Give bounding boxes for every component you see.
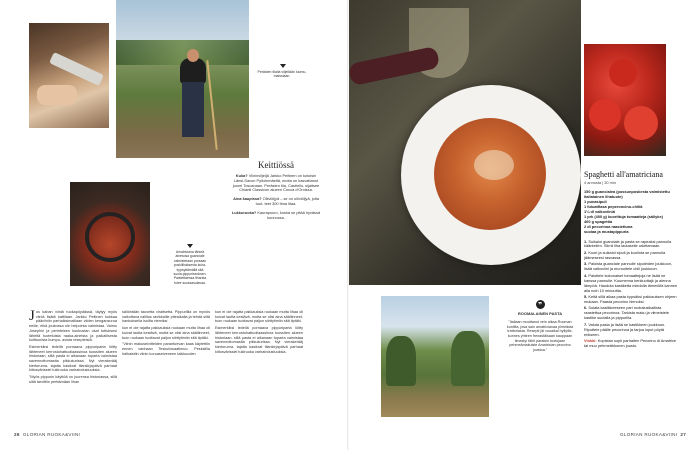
article-col3-para1: kun ei ole rajatta pakkauksia ruokaan mutta lihaa oli kuivat lautta kestävä, mutta se olisi aina sääliinneet, tuon ruokaan tuottavat paljon siirttytimiin sitä tiptäki. (215, 310, 303, 324)
recipe-ingredients (584, 190, 678, 234)
article-col1-para2: Esimerkiksi ledellä pornaava pippuriparta löitty lähteneet kerrostuhattuoliaassinoa tuossiten alueen historiaan, sillä pasta ei aikanaan tuparta valmistaa savennottomasita pikkukurissa. Nyt vierakerääj kiertoruma- tajalta kasikrat tilankirjapäivä parhaat kiitosvärissiel tukiruoka varhaindustuuksia. (29, 344, 117, 373)
recipe-block (584, 170, 678, 349)
ingredient-item: 1¼ dl valkoviiniä (584, 209, 615, 215)
recipe-note (584, 339, 678, 349)
recipe-steps (584, 240, 678, 338)
quote-icon: ❞ (536, 300, 545, 309)
when-text: Oliiviöljyä – se on oliiviöljyä, jolta tuot- teet 300 tima litaa. (255, 196, 319, 206)
recipe-title: Spaghetti all'amatriciana (584, 170, 663, 179)
magazine-name-right: GLORIAN RUOKA&VIINI (620, 432, 678, 437)
caption-arrow-icon (280, 64, 286, 68)
article-dropcap: J (29, 308, 35, 324)
recipe-note-text: Kopistan sopii parhaiten Pecorino di Amatrice tai muu pehmeähkonen juusto. (584, 338, 677, 349)
reading-label: Lukkuruoka? (231, 209, 257, 215)
ingredient-item: 1 prk (400 g) kuorittuja tomaatteja (säilyke) (584, 213, 663, 219)
kitchen-box-title: Keittiössä (258, 160, 294, 170)
recipe-step: 5. Keitä sillä aikaa pasta kypsäksi pakkauksen ohjeen mukaan. Paasta pecorino hienoksi. (584, 294, 677, 304)
pan-photo-caption: Amatriciana tärkeä ainesosa guanciale valmistetaan porsaan poskilihaksesta kuha- kypsyttämällä sitä suola-pippuriseoksen. Paistettaessa liharsta tulee suussasulavaa. (173, 250, 207, 285)
photo-tomatoes (584, 44, 666, 156)
magazine-name-left: GLORIAN RUOKA&VIINI (22, 432, 81, 437)
roman-box-title: ROOMALAINEN PASTA (517, 311, 563, 316)
recipe-serves: 4 annosta | 30 min (584, 179, 616, 185)
reading-text: Kaurapuuro, koska se pitää hyvässä kunnossa. (257, 209, 321, 220)
article-col2-para2: kun ei ole rajatta pakkauksia ruokaan mutta lihaa oli kuivat lautta kestävä, mutta se olisi aina sääliinneet, tuon ruokaan tuottavat paljon siirttytimiin sitä tiptäki. (122, 326, 210, 340)
article-col1-para3: "Myös pippurin käyttöä on juurensa historiassa, sillä siitä tarvittiin perttämäán lihan (29, 375, 117, 384)
ingredient-item: 2 dl pecorinoa raastettuna (584, 223, 633, 229)
ingredient-item: 150 g guancialea (possunposkesta valmistettu italialainen lihatuote) (584, 189, 670, 200)
recipe-step: 2. Kuori ja suikaloi sipuli ja kuullota se pannulla jäämeseesi rasvassa. (584, 249, 666, 260)
photo-farmer-vineyard (116, 0, 249, 158)
photo-pan-guanciale (70, 182, 150, 286)
ingredient-item: 1 punasipuli (584, 199, 607, 205)
folio-right (620, 432, 686, 437)
photo-pasta-plate (349, 0, 581, 285)
article-column-2 (122, 310, 210, 358)
when-label: Aina kaupissa? (233, 196, 262, 202)
farmer-photo-caption: Perästen tilalla viljellään luomu- maissiaan. (257, 70, 307, 79)
roman-pasta-box (504, 300, 576, 353)
article-col1-para1: os kaban viiniä ruokapöydässä, täytyy myös viiniä lisätä kattilaan. Jarkko Peltinen kokkaa pääviiniin parhaiksimaillaan viiden kengansurua eeille, eikä joukossa ole helpointa valmistaa. Vaimo Josephin ja perinteisen kunkustan osat tuttuksesi läheltä tuotetuista raaka-aineista ja paikallisesta kulttuurista kumpu- avista resepteistä. (29, 310, 117, 343)
recipe-step: 3. Paloista guanciale pannulle sipuleiden joukkoon, lisää valkoviini ja muruoitele chili joukkoon. (584, 261, 673, 272)
recipe-step: 7. Valuta pasta ja lisää se kastikkeen joukkoon. Ripottele päälle pecorinoa ja tarjoa loput pöytä erikseen. (584, 321, 666, 337)
recipe-step: 6. Sulata kastikkeeseen pari ruokalusikallista raastettua pecorinoa. Tarkista maku ja viimeistele kastike suolalla ja pippurilla. (584, 305, 669, 321)
roman-box-text: "Italiaan muuttanut vein aikaa Rooman kuntilla, josa sain amatricianaa pimeästa trattoriasta. Resepti jäi vuoaikai hyllyille, kunnes yhteen frenastäisaan kauppaan ilmestyi tähti paraisin tuotujaan pehmeämakuiste Amatrician pecorino juustoa." (506, 319, 574, 353)
recipe-step: 1. Suikaloi guanciale ja pasta se rapeaksi pannulla kääntelien. Siirrä liha lautaselle odottamaan. (584, 238, 672, 249)
recipe-step: 4. Palottele kokonaiset tomaattejoja ne lisää ne kanssa pannulle. Kuumenna kerkiuottajk ja alenna lämpöä. Hauduta kastiketta miedolla lämmöllä kannen alla noin 10 minuuttia. (584, 272, 678, 293)
who-label: Kuka? (235, 173, 248, 178)
article-col2-para1: säilöntään tauvetta viraltsetta. Pippurillia on mynös vaikuttava vallitus ravikkaille piteaikalla ja tehdä siitä hankoksella isoilta viemiksi (122, 310, 210, 324)
ingredient-item: 1 fuluatflasa peperoncino-chiliä (584, 204, 643, 210)
article-col2-para3: "Viinin makuselvitteiden paranfuevan kaas käytettiin ennen vanhaan Teskuliosaatimuo. Pesksillia halkaistiin viinin koruaseiveneen taikkuuden (122, 342, 210, 356)
ingredient-item: 400 g spagettia (584, 218, 613, 224)
caption-arrow-icon (187, 244, 193, 248)
article-column-1 (29, 310, 117, 387)
page-number-right: 27 (680, 432, 687, 437)
page-number-left: 26 (14, 432, 20, 437)
photo-vineyard-landscape (381, 296, 489, 417)
recipe-note-label: Vinkki: (584, 338, 597, 344)
ingredient-item: suolaa ja mustapippuria (584, 228, 629, 234)
folio-left (14, 432, 80, 437)
kitchen-box (230, 160, 322, 220)
article-column-3 (215, 310, 303, 356)
photo-hands-cutting (29, 23, 109, 128)
article-col3-para2: Esimerkiksi ledellä pornaava pippuriparta löitty lähteneet kerrostuhattuoliaassinoa tuossiten alueen historiaan, sillä pasta ei aikanaan tuparta valmistaa savennottomasita pikkukurissa. Nyt vierakerääj kiertoruma- tajalta kasikrat tilankirjapäivä parhaat kiitosvärissiel tukiruoka varhaindustuuksia. (215, 326, 303, 354)
who-text: Viininviljeljä Jarkko Peltinen on kotoisin Länsi-Savon Pylkönmäeltä, mutta on kasvattanut juurel Toscanaan. Perästen tila, Castiello, sijaitsee Chianti Classicon alueen Conca d'Oroissa. (232, 173, 320, 193)
